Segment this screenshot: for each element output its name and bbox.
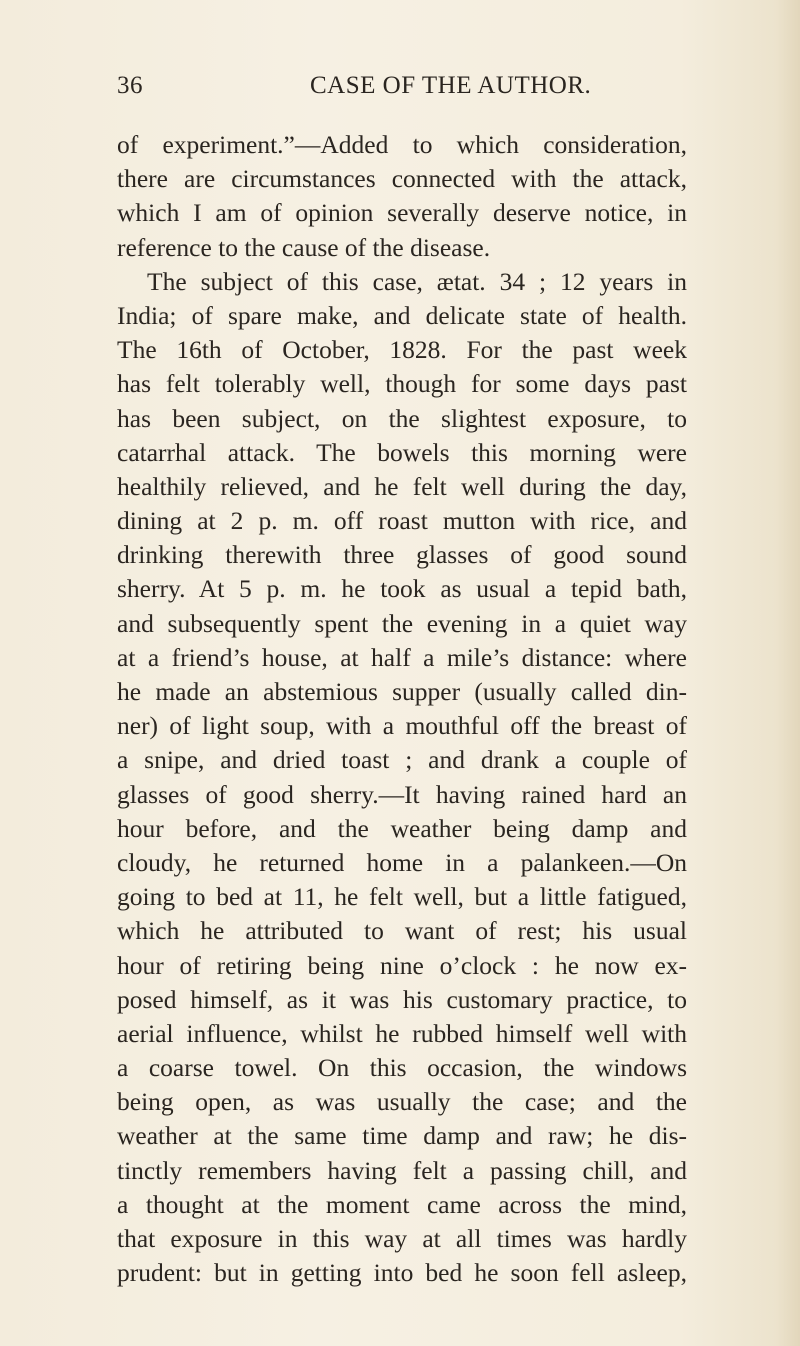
text-line: The subject of this case, ætat. 34 ; 12 years in xyxy=(147,266,687,296)
text-line: going to bed at 11, he felt well, but a little fatigued, xyxy=(117,882,687,912)
text-line: dining at 2 p. m. off roast mutton with rice, and xyxy=(117,506,687,536)
text-line: a coarse towel. On this occasion, the windows xyxy=(117,1053,687,1083)
text-line: aerial influence, whilst he rubbed himself well with xyxy=(117,1018,687,1048)
text-line: he made an abstemious supper (usually called din- xyxy=(117,677,687,706)
text-line: prudent: but in getting into bed he soon fell asleep, xyxy=(117,1258,687,1288)
text-line: cloudy, he returned home in a palankeen.—On xyxy=(117,847,687,877)
text-line: glasses of good sherry.—It having rained hard an xyxy=(117,779,687,809)
text-line: The 16th of October, 1828. For the past week xyxy=(117,335,687,365)
text-line: sherry. At 5 p. m. he took as usual a tepid bath, xyxy=(117,574,687,604)
running-head xyxy=(117,72,687,108)
text-line: being open, as was usually the case; and the xyxy=(117,1087,687,1117)
text-line: has been subject, on the slightest exposure, to xyxy=(117,403,687,433)
text-line: and subsequently spent the evening in a quiet way xyxy=(117,608,687,638)
text-line: at a friend’s house, at half a mile’s distance: where xyxy=(117,642,687,672)
text-line: a snipe, and dried toast ; and drank a couple of xyxy=(117,745,687,775)
text-line: healthily relieved, and he felt well during the day, xyxy=(117,471,687,501)
text-line: weather at the same time damp and raw; he dis- xyxy=(117,1121,687,1151)
text-line: reference to the cause of the disease. xyxy=(117,232,491,262)
text-line: that exposure in this way at all times was hardly xyxy=(117,1224,687,1253)
text-line: catarrhal attack. The bowels this morning were xyxy=(117,437,687,467)
text-line: has felt tolerably well, though for some days past xyxy=(117,369,687,399)
text-line: which he attributed to want of rest; his usual xyxy=(117,916,687,946)
text-line: posed himself, as it was his customary practice, to xyxy=(117,984,687,1014)
running-title: CASE OF THE AUTHOR. xyxy=(310,72,592,99)
text-line: drinking therewith three glasses of good sound xyxy=(117,540,687,570)
text-line: a thought at the moment came across the mind, xyxy=(117,1189,687,1219)
text-line: India; of spare make, and delicate state of health. xyxy=(117,300,687,330)
text-line: there are circumstances connected with the attack, xyxy=(117,164,687,194)
text-line: of experiment.”—Added to which consideration, xyxy=(117,130,687,159)
text-line: hour before, and the weather being damp and xyxy=(117,813,687,843)
page-number: 36 xyxy=(117,72,143,99)
text-line: ner) of light soup, with a mouthful off the breast of xyxy=(117,711,687,741)
text-line: tinctly remembers having felt a passing chill, and xyxy=(117,1155,687,1185)
text-line: hour of retiring being nine o’clock : he now ex- xyxy=(117,950,687,980)
text-line: which I am of opinion severally deserve notice, in xyxy=(117,198,687,228)
body-text xyxy=(117,128,687,1290)
